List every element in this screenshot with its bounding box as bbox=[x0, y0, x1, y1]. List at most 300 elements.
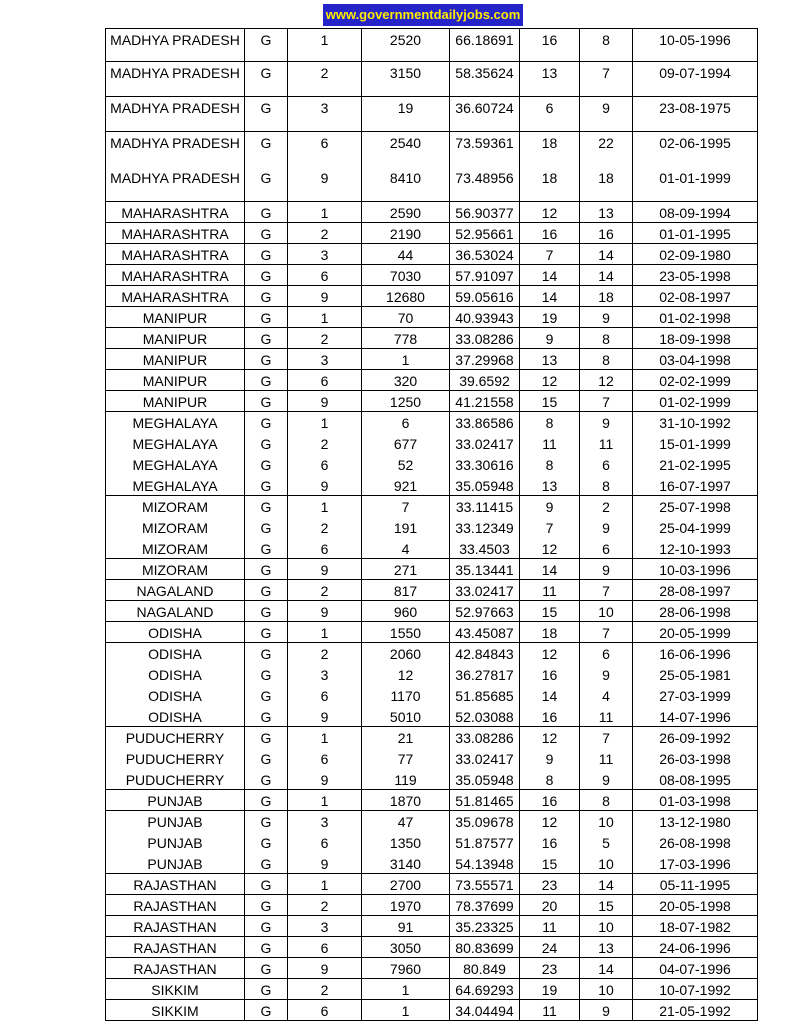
cell-score: 43.45087 bbox=[450, 622, 520, 642]
cell-years: 7 bbox=[520, 244, 580, 264]
cell-date: 05-11-1995 bbox=[659, 877, 731, 893]
cell-months: 8 bbox=[580, 475, 633, 495]
cell-rank: 1 bbox=[362, 349, 450, 369]
cell-code: 6 bbox=[288, 370, 362, 390]
cell-years: 9 bbox=[520, 748, 580, 769]
cell-state: NAGALAND bbox=[106, 580, 245, 600]
cell-rank: 817 bbox=[362, 580, 450, 600]
cell-date: 21-02-1995 bbox=[659, 457, 731, 473]
cell-years: 9 bbox=[520, 328, 580, 348]
cell-score: 51.81465 bbox=[450, 790, 520, 810]
cell-months: 11 bbox=[580, 706, 633, 726]
cell-code: 9 bbox=[288, 167, 362, 201]
cell-months: 7 bbox=[580, 727, 633, 748]
cell-category: G bbox=[245, 167, 288, 201]
cell-code: 9 bbox=[288, 706, 362, 726]
cell-category: G bbox=[245, 580, 288, 600]
cell-score: 59.05616 bbox=[450, 286, 520, 306]
cell-state: MADHYA PRADESH bbox=[106, 132, 245, 167]
cell-years: 11 bbox=[520, 1000, 580, 1020]
cell-score: 36.27817 bbox=[450, 664, 520, 685]
cell-category: G bbox=[245, 202, 288, 222]
cell-code: 2 bbox=[288, 517, 362, 538]
table-row bbox=[105, 62, 758, 97]
cell-score: 51.85685 bbox=[450, 685, 520, 706]
cell-rank: 1170 bbox=[362, 685, 450, 706]
table-row bbox=[105, 244, 758, 265]
cell-code: 3 bbox=[288, 97, 362, 131]
cell-code: 6 bbox=[288, 265, 362, 285]
cell-code: 1 bbox=[288, 727, 362, 748]
cell-state: SIKKIM bbox=[106, 1000, 245, 1020]
cell-years: 16 bbox=[520, 706, 580, 726]
cell-state: ODISHA bbox=[106, 706, 245, 726]
table-row bbox=[105, 664, 758, 685]
cell-years: 8 bbox=[520, 454, 580, 475]
cell-category: G bbox=[245, 328, 288, 348]
table-row bbox=[105, 28, 758, 62]
cell-months: 8 bbox=[580, 29, 633, 61]
cell-months: 2 bbox=[580, 496, 633, 517]
cell-date: 09-07-1994 bbox=[659, 65, 731, 81]
cell-date: 17-03-1996 bbox=[659, 856, 731, 872]
cell-state: PUDUCHERRY bbox=[106, 748, 245, 769]
cell-date: 27-03-1999 bbox=[659, 688, 731, 704]
table-row bbox=[105, 370, 758, 391]
cell-rank: 21 bbox=[362, 727, 450, 748]
cell-category: G bbox=[245, 559, 288, 579]
cell-date: 28-08-1997 bbox=[659, 583, 731, 599]
cell-score: 35.23325 bbox=[450, 916, 520, 936]
cell-months: 6 bbox=[580, 454, 633, 475]
cell-code: 6 bbox=[288, 832, 362, 853]
cell-score: 33.08286 bbox=[450, 727, 520, 748]
cell-score: 58.35624 bbox=[450, 62, 520, 96]
cell-code: 9 bbox=[288, 853, 362, 873]
cell-state: MAHARASHTRA bbox=[106, 265, 245, 285]
cell-years: 16 bbox=[520, 223, 580, 243]
cell-state: MEGHALAYA bbox=[106, 475, 245, 495]
cell-state: ODISHA bbox=[106, 643, 245, 664]
cell-code: 9 bbox=[288, 391, 362, 411]
cell-code: 9 bbox=[288, 286, 362, 306]
table-row bbox=[105, 97, 758, 132]
cell-rank: 44 bbox=[362, 244, 450, 264]
cell-years: 14 bbox=[520, 265, 580, 285]
cell-state: MANIPUR bbox=[106, 328, 245, 348]
cell-years: 14 bbox=[520, 559, 580, 579]
cell-years: 23 bbox=[520, 874, 580, 894]
cell-date: 26-03-1998 bbox=[659, 751, 731, 767]
cell-score: 35.09678 bbox=[450, 811, 520, 832]
cell-months: 6 bbox=[580, 538, 633, 558]
cell-date: 03-04-1998 bbox=[659, 352, 731, 368]
cell-date: 01-03-1998 bbox=[659, 793, 731, 809]
cell-score: 35.05948 bbox=[450, 769, 520, 789]
cell-state: ODISHA bbox=[106, 622, 245, 642]
cell-months: 11 bbox=[580, 748, 633, 769]
cell-category: G bbox=[245, 307, 288, 327]
cell-date: 16-06-1996 bbox=[659, 646, 731, 662]
cell-state: MEGHALAYA bbox=[106, 433, 245, 454]
cell-date: 23-08-1975 bbox=[659, 100, 731, 116]
cell-date: 18-09-1998 bbox=[659, 331, 731, 347]
cell-score: 73.59361 bbox=[450, 132, 520, 167]
cell-score: 66.18691 bbox=[450, 29, 520, 61]
cell-code: 3 bbox=[288, 916, 362, 936]
cell-state: MANIPUR bbox=[106, 307, 245, 327]
table-row bbox=[105, 979, 758, 1000]
cell-date: 10-03-1996 bbox=[659, 562, 731, 578]
cell-months: 7 bbox=[580, 622, 633, 642]
cell-years: 15 bbox=[520, 601, 580, 621]
cell-months: 9 bbox=[580, 1000, 633, 1020]
cell-rank: 12 bbox=[362, 664, 450, 685]
cell-rank: 1550 bbox=[362, 622, 450, 642]
cell-rank: 1970 bbox=[362, 895, 450, 915]
cell-score: 54.13948 bbox=[450, 853, 520, 873]
cell-rank: 921 bbox=[362, 475, 450, 495]
cell-years: 12 bbox=[520, 202, 580, 222]
cell-years: 13 bbox=[520, 475, 580, 495]
cell-category: G bbox=[245, 916, 288, 936]
cell-category: G bbox=[245, 643, 288, 664]
cell-state: MAHARASHTRA bbox=[106, 202, 245, 222]
cell-rank: 1250 bbox=[362, 391, 450, 411]
cell-category: G bbox=[245, 370, 288, 390]
cell-code: 1 bbox=[288, 622, 362, 642]
table-row bbox=[105, 580, 758, 601]
cell-code: 2 bbox=[288, 223, 362, 243]
cell-code: 2 bbox=[288, 580, 362, 600]
cell-category: G bbox=[245, 496, 288, 517]
cell-months: 8 bbox=[580, 328, 633, 348]
table-row bbox=[105, 517, 758, 538]
cell-date: 24-06-1996 bbox=[659, 940, 731, 956]
cell-code: 6 bbox=[288, 132, 362, 167]
table-row bbox=[105, 748, 758, 769]
cell-score: 33.11415 bbox=[450, 496, 520, 517]
table-row bbox=[105, 475, 758, 496]
cell-months: 9 bbox=[580, 559, 633, 579]
cell-score: 36.60724 bbox=[450, 97, 520, 131]
cell-category: G bbox=[245, 895, 288, 915]
cell-score: 33.86586 bbox=[450, 412, 520, 433]
cell-category: G bbox=[245, 769, 288, 789]
cell-score: 73.48956 bbox=[450, 167, 520, 201]
cell-years: 16 bbox=[520, 664, 580, 685]
cell-code: 6 bbox=[288, 748, 362, 769]
cell-rank: 960 bbox=[362, 601, 450, 621]
cell-category: G bbox=[245, 223, 288, 243]
cell-years: 15 bbox=[520, 391, 580, 411]
cell-date: 01-02-1999 bbox=[659, 394, 731, 410]
cell-category: G bbox=[245, 29, 288, 61]
cell-years: 19 bbox=[520, 307, 580, 327]
cell-score: 36.53024 bbox=[450, 244, 520, 264]
cell-months: 10 bbox=[580, 811, 633, 832]
cell-score: 33.02417 bbox=[450, 748, 520, 769]
table-row bbox=[105, 853, 758, 874]
cell-rank: 2520 bbox=[362, 29, 450, 61]
cell-category: G bbox=[245, 832, 288, 853]
cell-state: PUDUCHERRY bbox=[106, 769, 245, 789]
cell-category: G bbox=[245, 538, 288, 558]
cell-state: RAJASTHAN bbox=[106, 895, 245, 915]
cell-state: ODISHA bbox=[106, 685, 245, 706]
cell-code: 2 bbox=[288, 328, 362, 348]
cell-score: 33.4503 bbox=[450, 538, 520, 558]
cell-score: 73.55571 bbox=[450, 874, 520, 894]
cell-months: 15 bbox=[580, 895, 633, 915]
cell-years: 12 bbox=[520, 643, 580, 664]
cell-category: G bbox=[245, 685, 288, 706]
cell-years: 15 bbox=[520, 853, 580, 873]
cell-rank: 7 bbox=[362, 496, 450, 517]
cell-state: MAHARASHTRA bbox=[106, 244, 245, 264]
table-row bbox=[105, 874, 758, 895]
cell-score: 34.04494 bbox=[450, 1000, 520, 1020]
cell-code: 2 bbox=[288, 979, 362, 999]
cell-date: 02-06-1995 bbox=[659, 135, 731, 151]
cell-rank: 119 bbox=[362, 769, 450, 789]
cell-state: MIZORAM bbox=[106, 496, 245, 517]
table-row bbox=[105, 496, 758, 517]
cell-years: 14 bbox=[520, 286, 580, 306]
table-row bbox=[105, 286, 758, 307]
cell-category: G bbox=[245, 811, 288, 832]
cell-state: SIKKIM bbox=[106, 979, 245, 999]
cell-date: 13-12-1980 bbox=[659, 814, 731, 830]
cell-code: 9 bbox=[288, 958, 362, 978]
cell-score: 41.21558 bbox=[450, 391, 520, 411]
cell-years: 8 bbox=[520, 412, 580, 433]
cell-date: 10-05-1996 bbox=[659, 32, 731, 48]
cell-months: 14 bbox=[580, 874, 633, 894]
cell-date: 21-05-1992 bbox=[659, 1003, 731, 1019]
cell-rank: 7030 bbox=[362, 265, 450, 285]
cell-rank: 3050 bbox=[362, 937, 450, 957]
table-row bbox=[105, 167, 758, 202]
cell-category: G bbox=[245, 286, 288, 306]
cell-score: 39.6592 bbox=[450, 370, 520, 390]
cell-state: MANIPUR bbox=[106, 391, 245, 411]
table-row bbox=[105, 769, 758, 790]
cell-months: 10 bbox=[580, 979, 633, 999]
cell-code: 1 bbox=[288, 874, 362, 894]
cell-months: 9 bbox=[580, 97, 633, 131]
cell-code: 9 bbox=[288, 559, 362, 579]
cell-rank: 778 bbox=[362, 328, 450, 348]
cell-score: 51.87577 bbox=[450, 832, 520, 853]
cell-category: G bbox=[245, 601, 288, 621]
cell-code: 6 bbox=[288, 685, 362, 706]
cell-state: MEGHALAYA bbox=[106, 412, 245, 433]
cell-rank: 5010 bbox=[362, 706, 450, 726]
cell-months: 9 bbox=[580, 412, 633, 433]
cell-date: 26-09-1992 bbox=[659, 730, 731, 746]
cell-score: 33.08286 bbox=[450, 328, 520, 348]
cell-date: 26-08-1998 bbox=[659, 835, 731, 851]
cell-date: 20-05-1998 bbox=[659, 898, 731, 914]
cell-state: MADHYA PRADESH bbox=[106, 167, 245, 201]
cell-code: 1 bbox=[288, 412, 362, 433]
cell-date: 31-10-1992 bbox=[659, 415, 731, 431]
cell-date: 16-07-1997 bbox=[659, 478, 731, 494]
cell-code: 3 bbox=[288, 244, 362, 264]
cell-years: 18 bbox=[520, 622, 580, 642]
cell-years: 11 bbox=[520, 916, 580, 936]
cell-date: 14-07-1996 bbox=[659, 709, 731, 725]
cell-months: 14 bbox=[580, 958, 633, 978]
cell-code: 6 bbox=[288, 454, 362, 475]
cell-years: 24 bbox=[520, 937, 580, 957]
table-row bbox=[105, 265, 758, 286]
cell-score: 33.02417 bbox=[450, 580, 520, 600]
cell-rank: 2590 bbox=[362, 202, 450, 222]
cell-date: 25-05-1981 bbox=[659, 667, 731, 683]
cell-category: G bbox=[245, 706, 288, 726]
cell-months: 12 bbox=[580, 370, 633, 390]
cell-code: 9 bbox=[288, 475, 362, 495]
table-row bbox=[105, 811, 758, 832]
cell-date: 02-08-1997 bbox=[659, 289, 731, 305]
cell-date: 12-10-1993 bbox=[659, 541, 731, 557]
cell-code: 9 bbox=[288, 769, 362, 789]
table-row bbox=[105, 895, 758, 916]
cell-years: 8 bbox=[520, 769, 580, 789]
cell-code: 3 bbox=[288, 349, 362, 369]
cell-months: 22 bbox=[580, 132, 633, 167]
cell-code: 9 bbox=[288, 601, 362, 621]
cell-months: 18 bbox=[580, 167, 633, 201]
cell-years: 13 bbox=[520, 349, 580, 369]
cell-date: 01-01-1995 bbox=[659, 226, 731, 242]
cell-rank: 6 bbox=[362, 412, 450, 433]
cell-rank: 2190 bbox=[362, 223, 450, 243]
cell-state: PUNJAB bbox=[106, 832, 245, 853]
website-banner[interactable]: www.governmentdailyjobs.com bbox=[323, 4, 523, 26]
cell-years: 12 bbox=[520, 370, 580, 390]
cell-years: 19 bbox=[520, 979, 580, 999]
cell-months: 7 bbox=[580, 580, 633, 600]
cell-years: 14 bbox=[520, 685, 580, 706]
cell-rank: 47 bbox=[362, 811, 450, 832]
cell-score: 35.05948 bbox=[450, 475, 520, 495]
cell-score: 33.30616 bbox=[450, 454, 520, 475]
table-row bbox=[105, 832, 758, 853]
cell-rank: 2540 bbox=[362, 132, 450, 167]
cell-years: 12 bbox=[520, 727, 580, 748]
cell-code: 2 bbox=[288, 643, 362, 664]
cell-category: G bbox=[245, 412, 288, 433]
cell-state: RAJASTHAN bbox=[106, 937, 245, 957]
cell-months: 6 bbox=[580, 643, 633, 664]
cell-code: 6 bbox=[288, 1000, 362, 1020]
cell-rank: 77 bbox=[362, 748, 450, 769]
table-row bbox=[105, 132, 758, 167]
cell-category: G bbox=[245, 433, 288, 454]
table-row bbox=[105, 349, 758, 370]
cell-rank: 320 bbox=[362, 370, 450, 390]
cell-state: MAHARASHTRA bbox=[106, 223, 245, 243]
table-row bbox=[105, 916, 758, 937]
cell-years: 11 bbox=[520, 580, 580, 600]
cell-score: 56.90377 bbox=[450, 202, 520, 222]
data-table bbox=[105, 28, 758, 1021]
table-row bbox=[105, 1000, 758, 1021]
cell-score: 52.97663 bbox=[450, 601, 520, 621]
cell-score: 80.83699 bbox=[450, 937, 520, 957]
cell-years: 12 bbox=[520, 811, 580, 832]
cell-date: 28-06-1998 bbox=[659, 604, 731, 620]
cell-state: MAHARASHTRA bbox=[106, 286, 245, 306]
cell-score: 64.69293 bbox=[450, 979, 520, 999]
cell-category: G bbox=[245, 727, 288, 748]
cell-months: 9 bbox=[580, 517, 633, 538]
cell-state: ODISHA bbox=[106, 664, 245, 685]
cell-rank: 1870 bbox=[362, 790, 450, 810]
cell-rank: 271 bbox=[362, 559, 450, 579]
cell-rank: 91 bbox=[362, 916, 450, 936]
cell-date: 18-07-1982 bbox=[659, 919, 731, 935]
cell-rank: 19 bbox=[362, 97, 450, 131]
cell-category: G bbox=[245, 475, 288, 495]
cell-category: G bbox=[245, 874, 288, 894]
cell-years: 18 bbox=[520, 167, 580, 201]
cell-months: 14 bbox=[580, 244, 633, 264]
cell-category: G bbox=[245, 97, 288, 131]
cell-months: 9 bbox=[580, 769, 633, 789]
cell-score: 33.02417 bbox=[450, 433, 520, 454]
cell-score: 57.91097 bbox=[450, 265, 520, 285]
cell-months: 8 bbox=[580, 349, 633, 369]
cell-rank: 1 bbox=[362, 1000, 450, 1020]
cell-state: MADHYA PRADESH bbox=[106, 97, 245, 131]
cell-months: 10 bbox=[580, 916, 633, 936]
cell-months: 4 bbox=[580, 685, 633, 706]
cell-code: 6 bbox=[288, 937, 362, 957]
cell-rank: 3140 bbox=[362, 853, 450, 873]
cell-category: G bbox=[245, 244, 288, 264]
cell-code: 6 bbox=[288, 538, 362, 558]
table-row bbox=[105, 790, 758, 811]
cell-code: 2 bbox=[288, 62, 362, 96]
cell-months: 11 bbox=[580, 433, 633, 454]
cell-state: MIZORAM bbox=[106, 517, 245, 538]
cell-code: 2 bbox=[288, 433, 362, 454]
cell-score: 40.93943 bbox=[450, 307, 520, 327]
cell-category: G bbox=[245, 937, 288, 957]
cell-months: 8 bbox=[580, 790, 633, 810]
table-row bbox=[105, 622, 758, 643]
cell-category: G bbox=[245, 748, 288, 769]
cell-years: 20 bbox=[520, 895, 580, 915]
cell-category: G bbox=[245, 664, 288, 685]
cell-months: 9 bbox=[580, 664, 633, 685]
cell-score: 37.29968 bbox=[450, 349, 520, 369]
cell-date: 01-01-1999 bbox=[659, 170, 731, 186]
cell-code: 1 bbox=[288, 496, 362, 517]
table-row bbox=[105, 601, 758, 622]
cell-months: 18 bbox=[580, 286, 633, 306]
cell-months: 7 bbox=[580, 391, 633, 411]
cell-date: 20-05-1999 bbox=[659, 625, 731, 641]
cell-date: 02-02-1999 bbox=[659, 373, 731, 389]
cell-date: 23-05-1998 bbox=[659, 268, 731, 284]
cell-months: 5 bbox=[580, 832, 633, 853]
cell-category: G bbox=[245, 454, 288, 475]
